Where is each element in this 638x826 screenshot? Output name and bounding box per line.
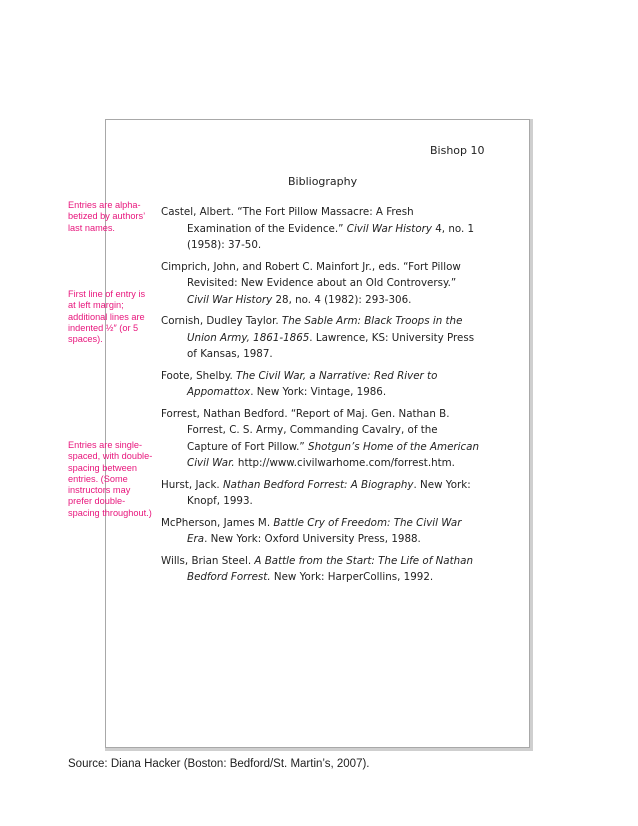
margin-note-spacing: Entries are single-spaced, with double-spacing between entries. (Some instructors may prefer double-spacing throughout.) — [68, 440, 153, 518]
bibliography-entry: Castel, Albert. “The Fort Pillow Massacre: A Fresh Examination of the Evidence.” Civil War History 4, no. 1 (1958): 37-50. — [161, 206, 475, 251]
bibliography-entry: Hurst, Jack. Nathan Bedford Forrest: A Biography. New York: Knopf, 1993. — [161, 478, 471, 507]
page-header: Bishop 10 — [430, 144, 485, 157]
bibliography-entry: McPherson, James M. Battle Cry of Freedom: The Civil War Era. New York: Oxford University Press, 1988. — [161, 516, 462, 545]
bibliography-entry: Cimprich, John, and Robert C. Mainfort Jr., eds. “Fort Pillow Revisited: New Evidence about an Old Controversy.” Civil War History 28, no. 4 (1982): 293-306. — [161, 260, 461, 306]
bibliography-entry: Forrest, Nathan Bedford. “Report of Maj. Gen. Nathan B. Forrest, C. S. Army, Commanding Cavalry, of the Capture of Fort Pillow.” Shotgun’s Home of the American Civil War. http://www.civilwarhome.com/forrest.htm. — [161, 407, 479, 469]
bibliography-entry: Wills, Brian Steel. A Battle from the Start: The Life of Nathan Bedford Forrest. New York: HarperCollins, 1992. — [161, 554, 474, 583]
bibliography-list — [161, 204, 481, 591]
margin-note-indentation: First line of entry is at left margin; additional lines are indented ½″ (or 5 spaces). — [68, 289, 146, 345]
source-caption: Source: Diana Hacker (Boston: Bedford/St. Martin’s, 2007). — [68, 758, 370, 770]
bibliography-entry: Cornish, Dudley Taylor. The Sable Arm: Black Troops in the Union Army, 1861-1865. Lawrence, KS: University Press of Kansas, 1987. — [161, 315, 475, 360]
page-title: Bibliography — [288, 175, 358, 188]
bibliography-entry: Foote, Shelby. The Civil War, a Narrative: Red River to Appomattox. New York: Vintage, 1986. — [161, 369, 438, 398]
margin-note-alphabetized: Entries are alpha-betized by authors’ last names. — [68, 200, 145, 233]
